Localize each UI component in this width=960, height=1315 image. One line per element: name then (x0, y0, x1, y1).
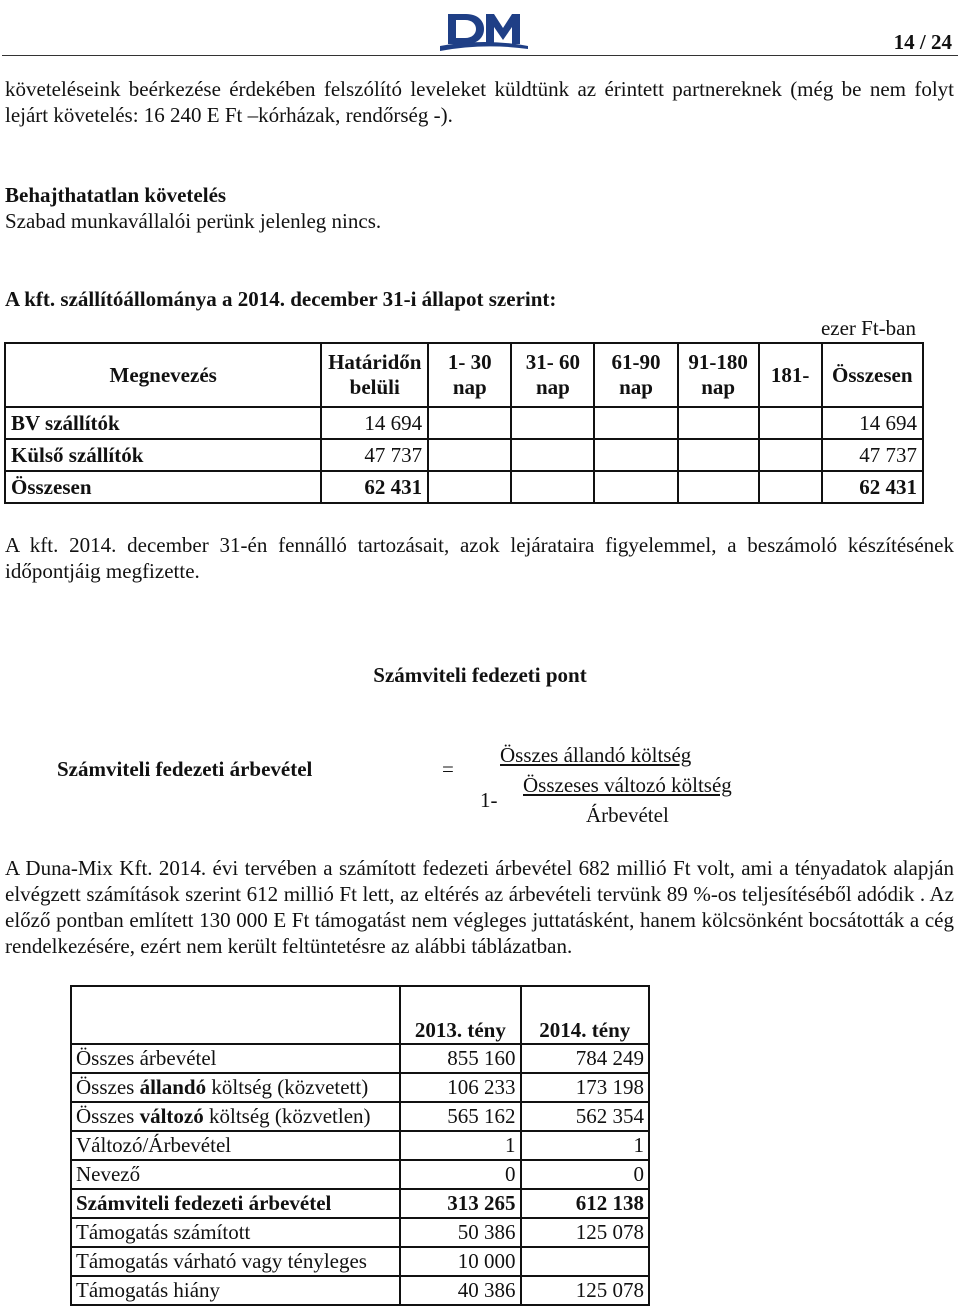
row-label-bold: változó (139, 1104, 204, 1128)
row-2013: 106 233 (400, 1073, 520, 1102)
row-2014: 173 198 (521, 1073, 649, 1102)
row-total: 14 694 (822, 407, 923, 439)
row-2013: 40 386 (400, 1276, 520, 1305)
row-2014: 125 078 (521, 1276, 649, 1305)
row-label: Számviteli fedezeti árbevétel (71, 1189, 400, 1218)
row-label: Nevező (71, 1160, 400, 1189)
supplier-table-header (5, 343, 923, 407)
formula-numerator: Összes állandó költség (500, 743, 692, 767)
header-rule (2, 55, 958, 56)
breakeven-paragraph: A Duna-Mix Kft. 2014. évi tervében a számított fedezeti árbevétel 682 millió Ft volt, ami a tényadatok alapján elvégzett számítások szerint 612 millió Ft lett, az eltérés az árbevételi tervünk 89 %-os teljesítéséből adódik . Az előző pontban említett 130 000 E Ft támogatást nem végleges juttatásként, hanem kölcsönként bocsátották a cég rendelkezésére, ezért nem került feltüntetésre az alábbi táblázatban. (5, 856, 954, 958)
row-label: Összes árbevétel (71, 1044, 400, 1073)
row-2013: 10 000 (400, 1247, 520, 1276)
row-name: Összesen (5, 471, 321, 503)
row-2013: 313 265 (400, 1189, 520, 1218)
page-number: 14 / 24 (893, 30, 952, 54)
row-label (71, 1102, 400, 1131)
col-2013: 2013. tény (400, 986, 520, 1044)
row-within: 14 694 (321, 407, 428, 439)
formula-one-minus: 1- (480, 788, 498, 812)
row-label-c: költség (közvetett) (206, 1075, 369, 1099)
row-label: Támogatás várható vagy tényleges (71, 1247, 400, 1276)
row-within: 62 431 (321, 471, 428, 503)
row-2013: 855 160 (400, 1044, 520, 1073)
table-row (71, 1073, 649, 1102)
col-2014: 2014. tény (521, 986, 649, 1044)
breakeven-table (70, 985, 650, 1306)
row-label: Támogatás hiány (71, 1276, 400, 1305)
col-within: Határidőn belüli (321, 343, 428, 407)
row-label-a: Összes (76, 1075, 140, 1099)
company-logo (438, 8, 530, 54)
col-label (71, 986, 400, 1044)
formula-var-cost: Összeses változó költség (523, 773, 732, 797)
row-2014: 1 (521, 1131, 649, 1160)
formula-left: Számviteli fedezeti árbevétel (57, 757, 313, 781)
row-label: Változó/Árbevétel (71, 1131, 400, 1160)
col-1-30: 1- 30 nap (428, 343, 511, 407)
row-2014: 612 138 (521, 1189, 649, 1218)
col-61-90: 61-90 nap (594, 343, 677, 407)
row-2014: 0 (521, 1160, 649, 1189)
row-2014: 562 354 (521, 1102, 649, 1131)
row-2013: 0 (400, 1160, 520, 1189)
row-name: Külső szállítók (5, 439, 321, 471)
col-91-180: 91-180 nap (678, 343, 759, 407)
table-row (71, 1247, 649, 1276)
suppliers-heading: A kft. szállítóállománya a 2014. december 31-i állapot szerint: (5, 287, 557, 311)
col-name: Megnevezés (5, 343, 321, 407)
row-label-bold: állandó (139, 1075, 207, 1099)
intro-paragraph: követeléseink beérkezése érdekében felszólító leveleket küldtünk az érintett partnereknek (még be nem folyt lejárt követelés: 16 240 E Ft –kórházak, rendőrség -). (5, 77, 954, 127)
row-2013: 1 (400, 1131, 520, 1160)
row-name: BV szállítók (5, 407, 321, 439)
row-label (71, 1073, 400, 1102)
bad-debt-heading: Behajthatatlan követelés (5, 183, 227, 207)
table-row (71, 1189, 649, 1218)
bad-debt-text: Szabad munkavállalói perünk jelenleg nincs. (5, 209, 382, 233)
table-row (5, 407, 923, 439)
row-2014 (521, 1247, 649, 1276)
table-row (71, 1160, 649, 1189)
suppliers-after-text: A kft. 2014. december 31-én fennálló tartozásait, azok lejárataira figyelemmel, a beszámoló készítésének időpontjáig megfizette. (5, 533, 954, 583)
col-31-60: 31- 60 nap (511, 343, 594, 407)
formula-equals: = (442, 757, 454, 781)
breakeven-title: Számviteli fedezeti pont (373, 663, 587, 687)
breakeven-table-header (71, 986, 649, 1044)
row-label-a: Összes (76, 1104, 140, 1128)
table-row (71, 1044, 649, 1073)
row-2013: 50 386 (400, 1218, 520, 1247)
table-row (71, 1131, 649, 1160)
col-total: Összesen (822, 343, 923, 407)
table-row-total (5, 471, 923, 503)
row-total: 47 737 (822, 439, 923, 471)
row-within: 47 737 (321, 439, 428, 471)
table-row (71, 1276, 649, 1305)
row-2014: 784 249 (521, 1044, 649, 1073)
formula-revenue: Árbevétel (586, 803, 669, 827)
table-row (71, 1102, 649, 1131)
row-label-c: költség (közvetlen) (203, 1104, 371, 1128)
table-row (5, 439, 923, 471)
row-2014: 125 078 (521, 1218, 649, 1247)
row-label: Támogatás számított (71, 1218, 400, 1247)
table-row (71, 1218, 649, 1247)
unit-label: ezer Ft-ban (820, 316, 916, 340)
col-181: 181- (759, 343, 822, 407)
supplier-table (4, 342, 924, 504)
row-2013: 565 162 (400, 1102, 520, 1131)
row-total: 62 431 (822, 471, 923, 503)
